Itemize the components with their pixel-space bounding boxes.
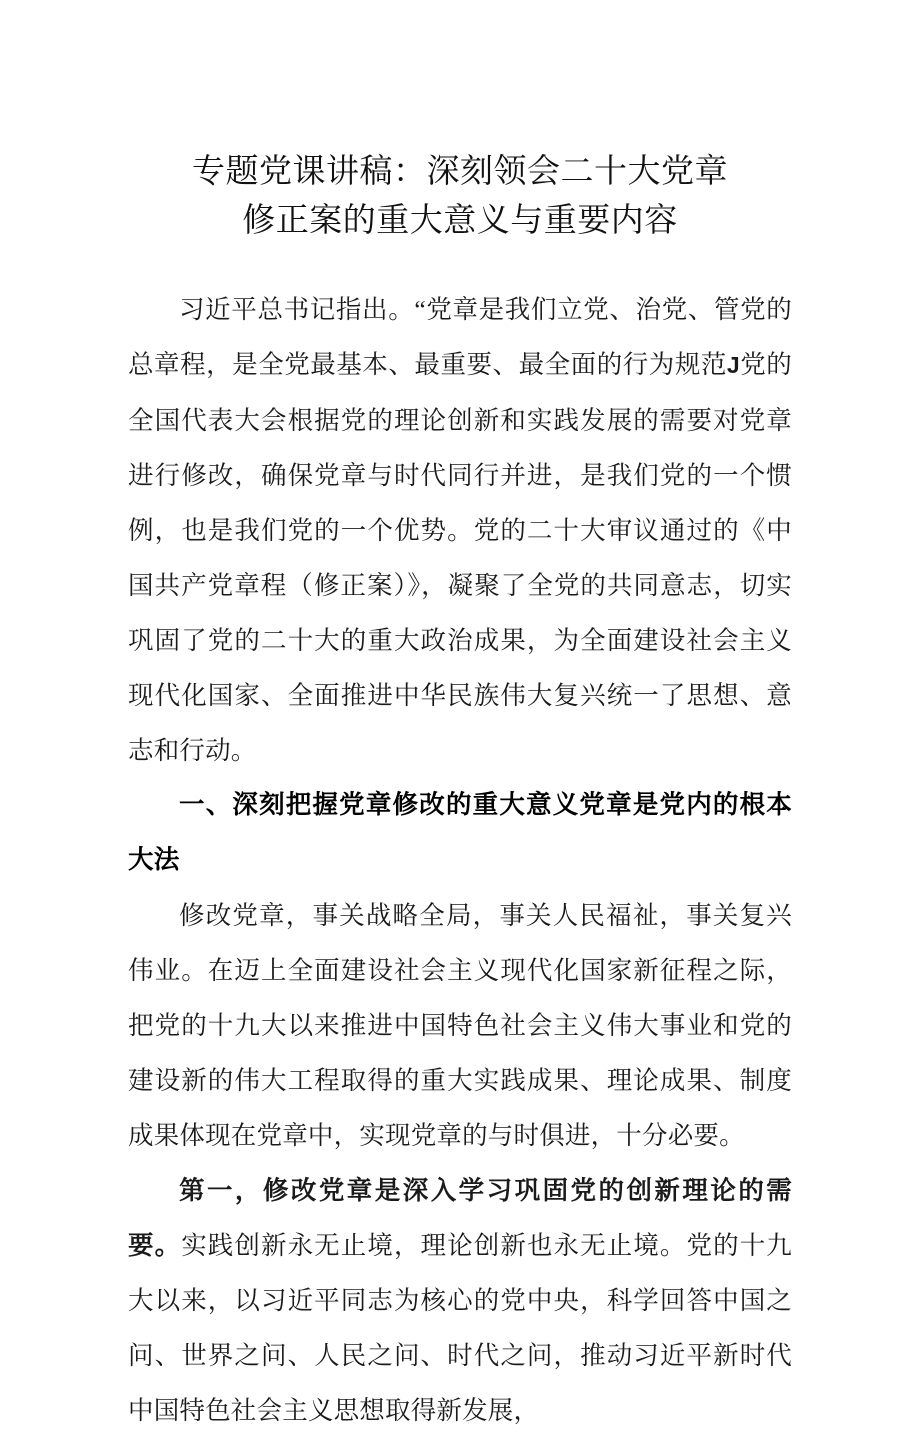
paragraph-point-one-bold-lead: 第一，修改党章是深入学习巩固党的创新理论的需要。: [128, 1176, 792, 1260]
paragraph-quote-xi-part-1: 习近平总书记指出。“党章是我们立党、治党、管党的总章程，是全党最基本、最重要、最全面的行为规范: [128, 295, 792, 379]
paragraph-point-one-text: 实践创新永无止境，理论创新也永无止境。党的十九大以来，以习近平同志为核心的党中央，科学回答中国之问、世界之问、人民之问、时代之问，推动习近平新时代中国特色社会主义思想取得新发展，: [128, 1231, 792, 1425]
paragraph-quote-xi: [128, 282, 792, 778]
section-heading-one: 一、深刻把握党章修改的重大意义党章是党内的根本大法: [128, 791, 792, 874]
page-title: [0, 0, 920, 246]
ocr-artifact-glyph: J: [726, 352, 740, 378]
paragraph-quote-xi-part-2: 党的全国代表大会根据党的理论创新和实践发展的需要对党章进行修改，确保党章与时代同行并进，是我们党的一个惯例，也是我们党的一个优势。党的二十大审议通过的《中国共产党章程（修正案）》，凝聚了全党的共同意志，切实巩固了党的二十大的重大政治成果，为全面建设社会主义现代化国家、全面推进中华民族伟大复兴统一了思想、意志和行动。: [128, 350, 793, 765]
document-body: [128, 246, 792, 1438]
paragraph-revision-significance: 修改党章，事关战略全局，事关人民福祉，事关复兴伟业。在迈上全面建设社会主义现代化国家新征程之际，把党的十九大以来推进中国特色社会主义伟大事业和党的建设新的伟大工程取得的重大实践成果、理论成果、制度成果体现在党章中，实现党章的与时俱进，十分必要。: [128, 901, 792, 1150]
page-title-line-2: 修正案的重大意义与重要内容: [242, 203, 678, 239]
page-title-line-1: 专题党课讲稿：深刻领会二十大党章: [192, 154, 728, 190]
